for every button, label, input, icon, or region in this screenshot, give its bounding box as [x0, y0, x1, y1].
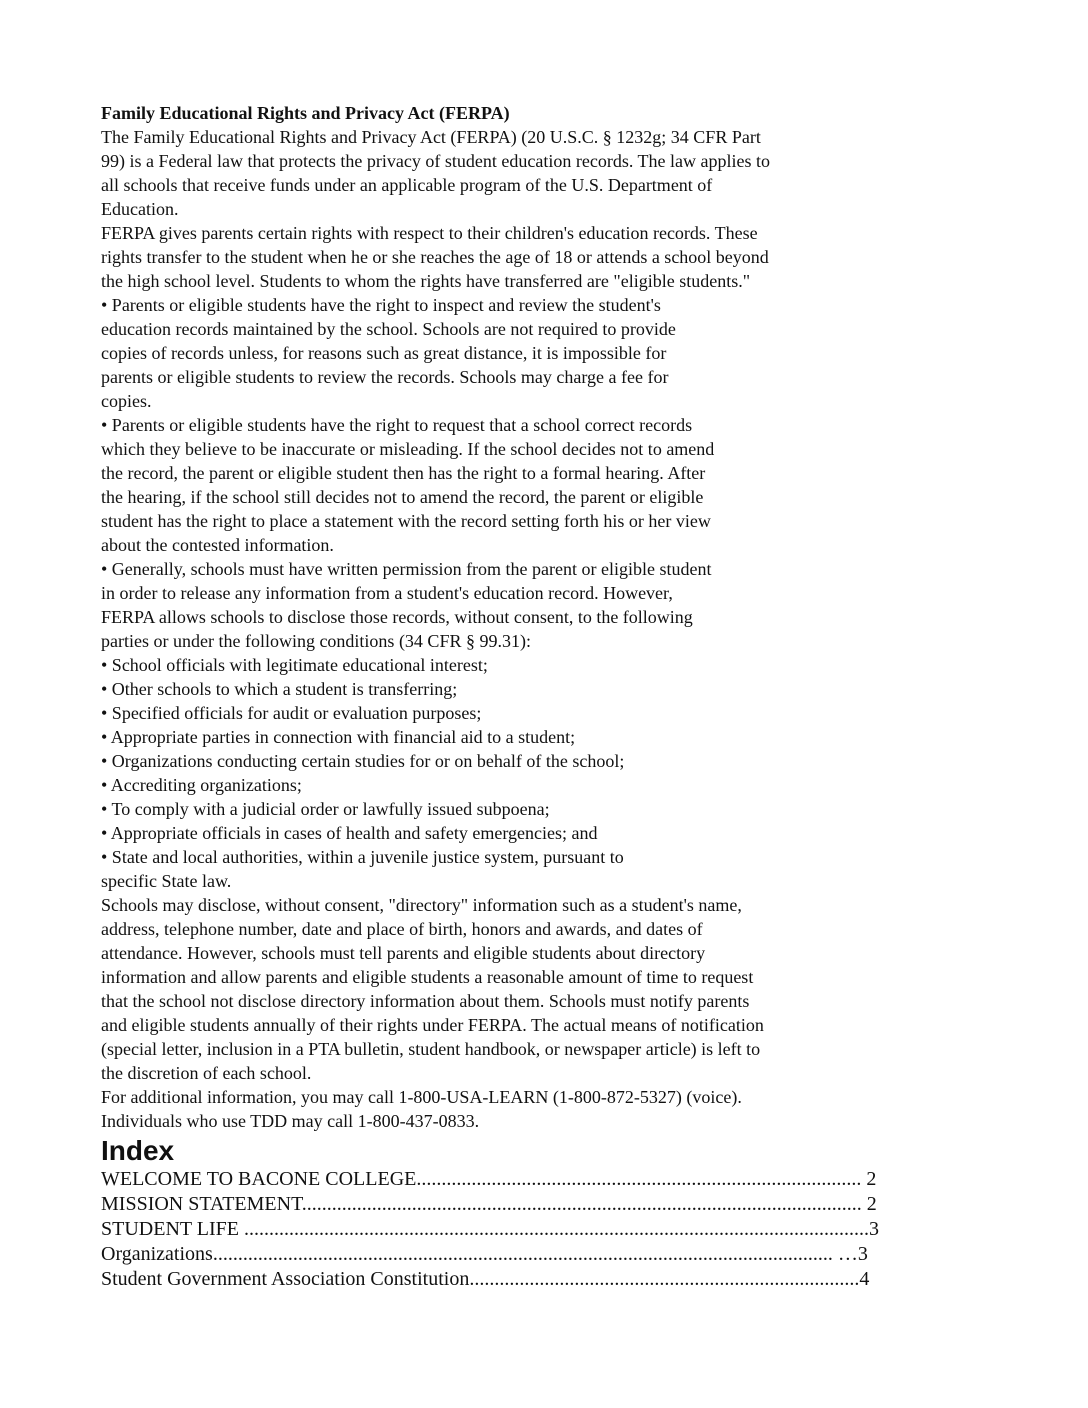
body-line: The Family Educational Rights and Privacy Act (FERPA) (20 U.S.C. § 1232g; 34 CFR Part [101, 127, 761, 147]
bullet-line: • School officials with legitimate educational interest; [101, 655, 488, 675]
body-line: and eligible students annually of their rights under FERPA. The actual means of notification [101, 1015, 764, 1035]
bullet-line: • Appropriate officials in cases of health and safety emergencies; and [101, 823, 598, 843]
body-line: Education. [101, 199, 179, 219]
bullet-line: • Specified officials for audit or evaluation purposes; [101, 703, 482, 723]
toc-entry: Organizations............................................................................................................................ …3 [101, 1243, 868, 1265]
index-heading: Index [101, 1135, 175, 1166]
toc-entry: STUDENT LIFE .............................................................................................................................3 [101, 1218, 879, 1240]
body-line: all schools that receive funds under an applicable program of the U.S. Department of [101, 175, 713, 195]
body-line: address, telephone number, date and place of birth, honors and awards, and dates of [101, 919, 703, 939]
toc-entry: WELCOME TO BACONE COLLEGE......................................................................................... 2 [101, 1168, 877, 1190]
body-line: the hearing, if the school still decides not to amend the record, the parent or eligible [101, 487, 704, 507]
body-line: (special letter, inclusion in a PTA bulletin, student handbook, or newspaper article) is left to [101, 1039, 761, 1059]
body-line: information and allow parents and eligible students a reasonable amount of time to request [101, 967, 754, 987]
body-line: the high school level. Students to whom the rights have transferred are "eligible students." [101, 271, 751, 291]
toc-entry: Student Government Association Constitution..............................................................................4 [101, 1268, 870, 1290]
body-line: parents or eligible students to review the records. Schools may charge a fee for [101, 367, 669, 387]
body-line: Individuals who use TDD may call 1-800-437-0833. [101, 1111, 480, 1131]
body-line: the record, the parent or eligible student then has the right to a formal hearing. After [101, 463, 706, 483]
body-line: which they believe to be inaccurate or misleading. If the school decides not to amend [101, 439, 715, 459]
body-line: copies of records unless, for reasons such as great distance, it is impossible for [101, 343, 667, 363]
body-line: parties or under the following conditions (34 CFR § 99.31): [101, 631, 531, 651]
bullet-line: • To comply with a judicial order or lawfully issued subpoena; [101, 799, 550, 819]
body-line: Schools may disclose, without consent, "directory" information such as a student's name, [101, 895, 742, 915]
bullet-line: • Appropriate parties in connection with financial aid to a student; [101, 727, 576, 747]
bullet-line: • Parents or eligible students have the right to request that a school correct records [101, 415, 693, 435]
body-line: education records maintained by the school. Schools are not required to provide [101, 319, 676, 339]
body-line: about the contested information. [101, 535, 334, 555]
body-line: the discretion of each school. [101, 1063, 312, 1083]
bullet-line: • Other schools to which a student is transferring; [101, 679, 458, 699]
body-line: copies. [101, 391, 152, 411]
body-line: in order to release any information from a student's education record. However, [101, 583, 673, 603]
document-body [101, 125, 941, 1133]
body-line: FERPA allows schools to disclose those records, without consent, to the following [101, 607, 693, 627]
bullet-line: • Generally, schools must have written permission from the parent or eligible student [101, 559, 712, 579]
bullet-line: • Accrediting organizations; [101, 775, 302, 795]
body-line: 99) is a Federal law that protects the privacy of student education records. The law applies to [101, 151, 770, 171]
bullet-line: • Parents or eligible students have the right to inspect and review the student's [101, 295, 661, 315]
document-title: Family Educational Rights and Privacy Act (FERPA) [101, 103, 510, 123]
table-of-contents [101, 1167, 941, 1292]
body-line: attendance. However, schools must tell parents and eligible students about directory [101, 943, 706, 963]
body-line: that the school not disclose directory information about them. Schools must notify parents [101, 991, 750, 1011]
document-page [101, 101, 941, 1292]
body-line: FERPA gives parents certain rights with respect to their children's education records. These [101, 223, 758, 243]
body-line: student has the right to place a statement with the record setting forth his or her view [101, 511, 711, 531]
body-line: For additional information, you may call 1-800-USA-LEARN (1-800-872-5327) (voice). [101, 1087, 742, 1107]
body-line: rights transfer to the student when he or she reaches the age of 18 or attends a school beyond [101, 247, 769, 267]
body-line: specific State law. [101, 871, 232, 891]
bullet-line: • Organizations conducting certain studies for or on behalf of the school; [101, 751, 625, 771]
toc-entry: MISSION STATEMENT................................................................................................................ 2 [101, 1193, 877, 1215]
bullet-line: • State and local authorities, within a juvenile justice system, pursuant to [101, 847, 624, 867]
